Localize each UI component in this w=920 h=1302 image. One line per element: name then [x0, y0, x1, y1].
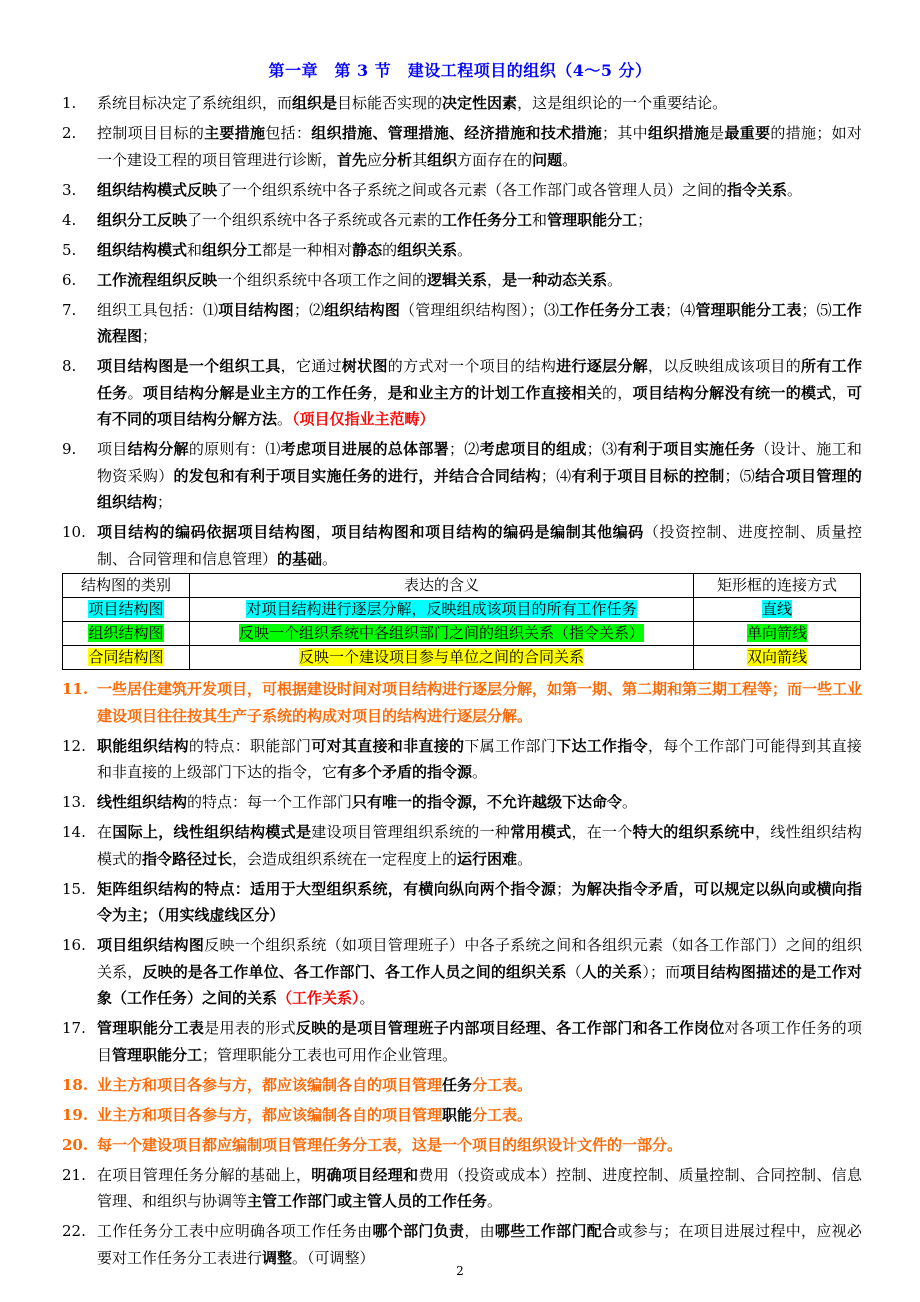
item-number: 11. [62, 680, 89, 698]
table-cell [190, 646, 694, 670]
red-note: （项目仅指业主范畴） [292, 410, 435, 428]
list-item [62, 90, 862, 117]
item-number: 17. [62, 1019, 86, 1037]
orange-text: 分工表。 [472, 1105, 533, 1124]
list-item [62, 789, 862, 816]
orange-text: 业主方和项目各参与方，都应该编制各自的项目管理 [97, 1105, 443, 1124]
item-text: 组织工具包括：⑴项目结构图；⑵组织结构图（管理组织结构图）；⑶工作任务分工表；⑷管理职能分工表；⑸工作流程图； [97, 300, 862, 345]
highlighted-text: 反映一个建设项目参与单位之间的合同关系 [298, 648, 584, 666]
list-item [62, 237, 862, 264]
item-text: 职能组织结构的特点：职能部门可对其直接和非直接的下属工作部门下达工作指令，每个工作部门可能得到其直接和非直接的上级部门下达的指令，它有多个矛盾的指令源。 [97, 736, 862, 781]
item-text: 组织分工反映了一个组织系统中各子系统或各元素的工作任务分工和管理职能分工； [97, 210, 653, 229]
item-text: 在项目管理任务分解的基础上，明确项目经理和费用（投资或成本）控制、进度控制、质量控制、合同控制、信息管理、和组织与协调等主管工作部门或主管人员的工作任务。 [97, 1165, 862, 1210]
list-item [62, 1162, 862, 1215]
item-text: 组织结构模式和组织分工都是一种相对静态的组织关系。 [97, 240, 473, 259]
item-number: 15. [62, 879, 86, 898]
table-cell [694, 598, 861, 622]
list-item [62, 733, 862, 786]
table-row [63, 598, 861, 622]
item-number: 12. [62, 736, 86, 755]
keyword: 职能 [442, 1105, 473, 1124]
item-text: 项目结构的编码依据项目结构图，项目结构图和项目结构的编码是编制其他编码（投资控制、进度控制、质量控制、合同管理和信息管理）的基础。 [97, 523, 862, 568]
item-number: 4. [62, 210, 77, 229]
table-cell [694, 622, 861, 646]
item-text: 工作任务分工表中应明确各项工作任务由哪个部门负责，由哪些工作部门配合或参与；在项目进展过程中，应视必要对工作任务分工表进行调整。（可调整） [97, 1222, 862, 1267]
list-item [62, 1015, 862, 1068]
table-header-cell: 结构图的类别 [63, 574, 190, 598]
list-item [62, 353, 862, 433]
highlighted-text: 组织结构图 [88, 624, 164, 642]
item-text: 每一个建设项目都应编制项目管理任务分工表，这是一个项目的组织设计文件的一部分。 [97, 1135, 683, 1154]
highlighted-text: 项目结构图 [88, 600, 164, 618]
section-title: 第一章 第 3 节 建设工程项目的组织（4～5 分） [268, 61, 652, 80]
list-item [62, 1132, 862, 1159]
item-number: 3. [62, 180, 77, 199]
item-number: 8. [62, 357, 77, 375]
item-number: 14. [62, 823, 86, 841]
table-cell [190, 598, 694, 622]
item-number: 13. [62, 793, 86, 811]
item-number: 10. [62, 523, 86, 541]
list-item [62, 876, 862, 929]
list-item [62, 1102, 862, 1129]
item-number: 19. [62, 1105, 89, 1124]
item-number: 5. [62, 240, 77, 259]
highlighted-text: 对项目结构进行逐层分解，反映组成该项目的所有工作任务 [246, 600, 637, 618]
keyword: 任务 [442, 1075, 473, 1094]
page-number: 2 [456, 1264, 464, 1278]
item-text: 项目结构图是一个组织工具，它通过树状图的方式对一个项目的结构进行逐层分解，以反映组成该项目的所有工作任务。项目结构分解是业主方的工作任务，是和业主方的计划工作直接相关的，项目结构分解没有统一的模式，可有不同的项目结构分解方法。（项目仅指业主范畴） [97, 357, 862, 428]
list-item [62, 1072, 862, 1099]
item-number: 16. [62, 936, 86, 954]
item-number: 22. [62, 1222, 86, 1240]
item-number: 21. [62, 1165, 86, 1184]
item-number: 20. [62, 1135, 89, 1154]
item-number: 18. [62, 1075, 89, 1094]
table-cell [694, 646, 861, 670]
item-number: 9. [62, 440, 77, 458]
item-text: 一些居住建筑开发项目，可根据建设时间对项目结构进行逐层分解，如第一期、第二期和第三期工程等；而一些工业建设项目往往按其生产子系统的构成对项目的结构进行逐层分解。 [97, 680, 863, 725]
list-item [62, 297, 862, 350]
item-text: 管理职能分工表是用表的形式反映的是项目管理班子内部项目经理、各工作部门和各工作岗位对各项工作任务的项目管理职能分工；管理职能分工表也可用作企业管理。 [97, 1019, 862, 1064]
list-item [62, 819, 862, 872]
item-text: 线性组织结构的特点：每一个工作部门只有唯一的指令源，不允许越级下达命令。 [97, 793, 638, 811]
table-header-cell: 矩形框的连接方式 [694, 574, 861, 598]
item-text: 在国际上，线性组织结构模式是建设项目管理组织系统的一种常用模式，在一个特大的组织系统中，线性组织结构模式的指令路径过长，会造成组织系统在一定程度上的运行困难。 [97, 823, 862, 868]
table-header-row [63, 574, 861, 598]
item-text [97, 1072, 862, 1099]
item-list-2 [62, 676, 862, 1275]
item-text: 控制项目目标的主要措施包括：组织措施、管理措施、经济措施和技术措施；其中组织措施是最重要的措施；如对一个建设工程的项目管理进行诊断，首先应分析其组织方面存在的问题。 [97, 124, 862, 169]
item-number: 6. [62, 270, 77, 289]
table-cell [63, 622, 190, 646]
table-cell [63, 598, 190, 622]
item-text: 工作流程组织反映一个组织系统中各项工作之间的逻辑关系，是一种动态关系。 [97, 270, 623, 289]
item-number: 2. [62, 124, 77, 142]
table-row [63, 622, 861, 646]
structure-chart-table [62, 573, 861, 670]
item-list-1 [62, 90, 862, 576]
orange-text: 业主方和项目各参与方，都应该编制各自的项目管理 [97, 1075, 443, 1094]
red-note: （工作关系） [277, 989, 360, 1007]
item-number: 1. [62, 94, 77, 112]
item-text: 项目组织结构图反映一个组织系统（如项目管理班子）中各子系统之间和各组织元素（如各工作部门）之间的组织关系，反映的是各工作单位、各工作部门、各工作人员之间的组织关系（人的关系）；而项目结构图描述的是工作对象（工作任务）之间的关系（工作关系）。 [97, 936, 862, 1007]
list-item [62, 676, 862, 729]
table-row [63, 646, 861, 670]
list-item [62, 177, 862, 204]
list-item [62, 267, 862, 294]
highlighted-text: 反映一个组织系统中各组织部门之间的组织关系（指令关系） [238, 624, 644, 642]
list-item [62, 207, 862, 234]
item-text: 系统目标决定了系统组织，而组织是目标能否实现的决定性因素，这是组织论的一个重要结论。 [97, 94, 728, 112]
item-number: 7. [62, 300, 77, 319]
highlighted-text: 合同结构图 [88, 648, 164, 666]
highlighted-text: 单向箭线 [746, 624, 807, 642]
highlighted-text: 直线 [761, 600, 792, 618]
item-text: 项目结构分解的原则有：⑴考虑项目进展的总体部署；⑵考虑项目的组成；⑶有利于项目实施任务（设计、施工和物资采购）的发包和有利于项目实施任务的进行，并结合合同结构；⑷有利于项目目标的控制；⑸结合项目管理的组织结构； [97, 440, 862, 511]
table-cell [63, 646, 190, 670]
item-text [97, 1102, 862, 1129]
highlighted-text: 双向箭线 [746, 648, 807, 666]
table-header-cell: 表达的含义 [190, 574, 694, 598]
list-item [62, 932, 862, 1012]
item-text: 组织结构模式反映了一个组织系统中各子系统之间或各元素（各工作部门或各管理人员）之间的指令关系。 [97, 180, 803, 199]
item-text: 矩阵组织结构的特点：适用于大型组织系统，有横向纵向两个指令源；为解决指令矛盾，可以规定以纵向或横向指令为主；（用实线虚线区分） [97, 879, 862, 924]
list-item [62, 120, 862, 173]
punctuation: 。 [359, 989, 375, 1007]
table-cell [190, 622, 694, 646]
orange-text: 分工表。 [472, 1075, 533, 1094]
list-item [62, 436, 862, 516]
list-item [62, 519, 862, 572]
